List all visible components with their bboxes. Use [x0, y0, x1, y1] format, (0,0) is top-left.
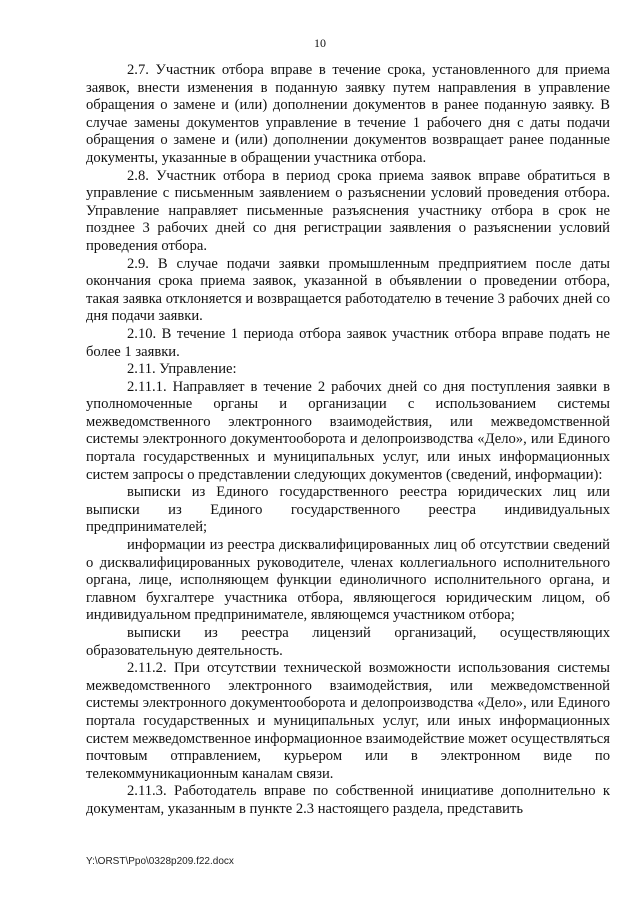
- paragraph-2-7: 2.7. Участник отбора вправе в течение срока, установленного для приема заявок, внести изменения в поданную заявку путем направления в управление обращения о замене и (или) дополнении документов в ранее поданную заявку. В случае замены документов управление в течение 1 рабочего дня с даты подачи обращения о замене и (или) дополнении документов возвращает ранее поданные документы, указанные в обращении участника отбора.: [86, 62, 610, 166]
- page-number: 10: [314, 36, 326, 50]
- document-body: [86, 62, 610, 819]
- paragraph-2-11-3: 2.11.3. Работодатель вправе по собственной инициативе дополнительно к документам, указанным в пункте 2.3 настоящего раздела, представить: [86, 783, 610, 817]
- paragraph-2-11-2: 2.11.2. При отсутствии технической возможности использования системы межведомственного электронного взаимодействия, или межведомственной системы электронного документооборота и делопроизводства «Дело», или Единого портала государственных и муниципальных услуг, или иных информационных систем межведомственное информационное взаимодействие может осуществляться почтовым отправлением, курьером или в электронном виде по телекоммуникационным каналам связи.: [86, 660, 610, 782]
- list-item-license-registry: выписки из реестра лицензий организаций, осуществляющих образовательную деятельность.: [86, 625, 610, 659]
- paragraph-2-10: 2.10. В течение 1 периода отбора заявок участник отбора вправе подать не более 1 заявки.: [86, 325, 610, 360]
- paragraph-2-8: 2.8. Участник отбора в период срока приема заявок вправе обратиться в управление с письменным заявлением о разъяснении условий проведения отбора. Управление направляет письменные разъяснения участнику отбора в срок не позднее 3 рабочих дней со дня регистрации заявления о разъяснении условий проведения отбора.: [86, 167, 610, 254]
- paragraph-2-11-1: 2.11.1. Направляет в течение 2 рабочих дней со дня поступления заявки в уполномоченные органы и организации с использованием системы межведомственного электронного взаимодействия, или межведомственной системы электронного документооборота и делопроизводства «Дело», или Единого портала государственных и муниципальных услуг, или иных информационных систем запросы о представлении следующих документов (сведений, информации):: [86, 378, 610, 483]
- paragraph-2-9: 2.9. В случае подачи заявки промышленным предприятием после даты окончания срока приема заявок, указанной в объявлении о проведении отбора, такая заявка отклоняется и возвращается работодателю в течение 3 рабочих дней со дня подачи заявки.: [86, 255, 610, 325]
- list-item-disqualified-registry: информации из реестра дисквалифицированных лиц об отсутствии сведений о дисквалифицированных руководителе, членах коллегиального исполнительного органа, лице, исполняющем функции единоличного исполнительного органа, и главном бухгалтере участника отбора, являющегося юридическим лицом, об индивидуальном предпринимателе, являющемся участником отбора;: [86, 537, 610, 624]
- footer-file-path: Y:\ORST\Ppo\0328p209.f22.docx: [86, 856, 234, 867]
- paragraph-2-11: 2.11. Управление:: [127, 361, 237, 378]
- list-item-egrul-extract: выписки из Единого государственного реестра юридических лиц или выписки из Единого государственного реестра индивидуальных предпринимателей;: [86, 484, 610, 536]
